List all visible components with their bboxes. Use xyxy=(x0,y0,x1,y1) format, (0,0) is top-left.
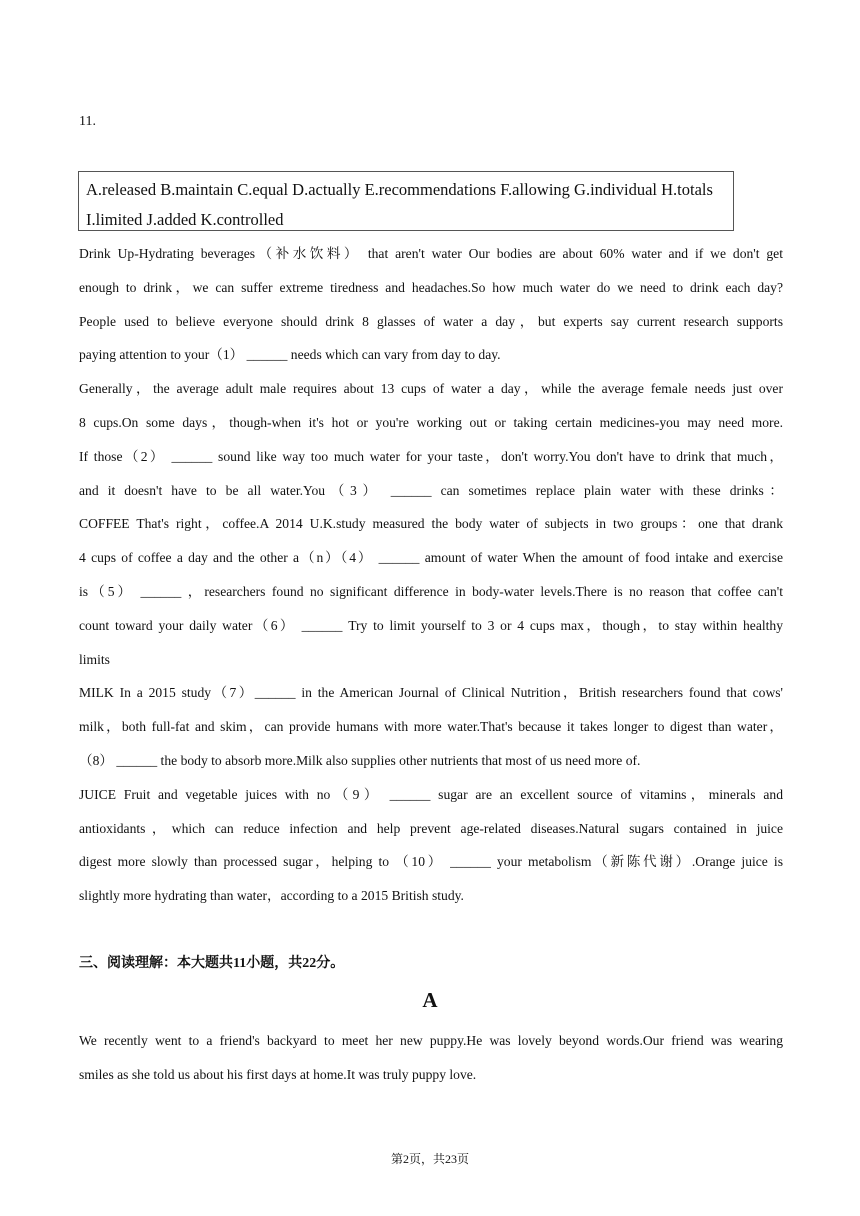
text-line: Drink Up-Hydrating beverages（补水饮料） that aren't water Our bodies are about 60% water and if we don't get xyxy=(79,246,783,261)
text-line: JUICE Fruit and vegetable juices with no（9） ______ sugar are an excellent source of vitamins，minerals and xyxy=(79,786,783,802)
text-line: People used to believe everyone should drink 8 glasses of water a day，but experts say current research supports xyxy=(79,313,783,329)
options-line: A.released B.maintain C.equal D.actually E.recommendations F.allowing G.individual H.totals xyxy=(86,180,713,199)
page-footer: 第2页，共23页 xyxy=(390,1152,469,1166)
text-line: MILK In a 2015 study（7）______ in the American Journal of Clinical Nutrition，British researchers found that cows' xyxy=(79,685,783,701)
text-line: COFFEE That's right，coffee.A 2014 U.K.study measured the body water of subjects in two groups：one that drank xyxy=(79,516,783,532)
text-line: （8） ______ the body to absorb more.Milk also supplies other nutrients that most of us need more of. xyxy=(79,752,641,768)
section-heading: 三、阅读理解：本大题共11小题，共22分。 xyxy=(79,956,345,971)
text-line: If those（2） ______ sound like way too much water for your taste，don't worry.You don't have to drink that much， xyxy=(79,448,783,464)
text-line: Generally，the average adult male requires about 13 cups of water a day，while the average female needs just over xyxy=(79,381,783,397)
options-line: I.limited J.added K.controlled xyxy=(86,210,284,229)
text-line: 4 cups of coffee a day and the other a（n）（4） ______ amount of water When the amount of food intake and exercise xyxy=(79,550,783,566)
text-line: smiles as she told us about his first days at home.It was truly puppy love. xyxy=(79,1066,477,1082)
passage-title: A xyxy=(422,988,438,1012)
text-line: 8 cups.On some days，though-when it's hot or you're working out or taking certain medicines-you may need more. xyxy=(79,414,783,430)
text-line: digest more slowly than processed sugar，helping to （10） ______ your metabolism（新陈代谢）.Orange juice is xyxy=(79,854,783,870)
text-line: antioxidants，which can reduce infection and help prevent age-related diseases.Natural sugars contained in juice xyxy=(79,820,783,836)
text-line: paying attention to your（1） ______ needs which can vary from day to day. xyxy=(79,347,501,363)
text-line: We recently went to a friend's backyard to meet her new puppy.He was lovely beyond words.Our friend was wearing xyxy=(79,1033,783,1048)
text-line: milk，both full-fat and skim，can provide humans with more water.That's because it takes longer to digest than water， xyxy=(79,719,783,735)
word-options-box xyxy=(78,171,734,231)
text-line: count toward your daily water（6） ______ Try to limit yourself to 3 or 4 cups max，though，to stay within healthy xyxy=(79,617,783,633)
text-line: slightly more hydrating than water，according to a 2015 British study. xyxy=(79,888,464,904)
text-line: and it doesn't have to be all water.You（3） ______ can sometimes replace plain water with these drinks： xyxy=(79,482,783,498)
question-number: 11. xyxy=(79,114,96,129)
text-line: limits xyxy=(79,651,110,667)
reading-passage-a xyxy=(79,1024,783,1092)
cloze-passage xyxy=(79,237,783,913)
text-line: is（5） ______ ，researchers found no significant difference in body-water levels.There is no reason that coffee can't xyxy=(79,583,783,599)
text-line: enough to drink，we can suffer extreme tiredness and headaches.So how much water do we need to drink each day? xyxy=(79,279,783,295)
